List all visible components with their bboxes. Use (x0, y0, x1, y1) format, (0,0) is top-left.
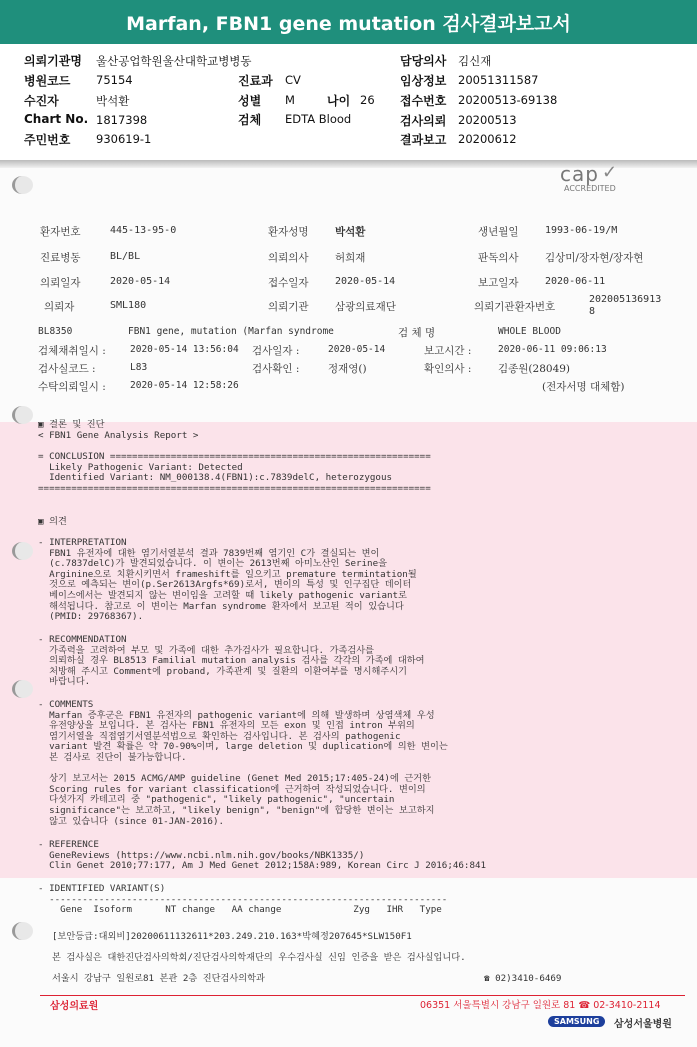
hdr-label-receipt-no: 접수번호 (400, 94, 447, 108)
patient-label-requester: 의뢰의사 (268, 252, 309, 264)
footer-address: 06351 서울특별시 강남구 일원로 81 ☎ 02-3410-2114 (420, 1000, 661, 1011)
test-label-lab-code: 검사실코드 : (38, 363, 96, 375)
punch-hole-icon (12, 406, 33, 424)
hdr-label-patient: 수진자 (24, 94, 59, 108)
patient-value-reader: 김상미/장자현/장자현 (545, 252, 644, 264)
hdr-label-institution: 의뢰기관명 (24, 54, 82, 68)
hdr-value-hospital-code: 75154 (96, 73, 133, 87)
patient-value-client: SML180 (110, 300, 147, 311)
patient-label-ward: 진료병동 (40, 252, 81, 264)
hdr-label-specimen: 검체 (238, 113, 262, 127)
hdr-label-report-date: 결과보고 (400, 133, 447, 147)
test-value-confirm: 정재영() (328, 363, 367, 375)
test-code: BL8350 (38, 326, 73, 337)
hdr-label-doctor: 담당의사 (400, 54, 447, 68)
punch-hole-icon (12, 680, 33, 698)
patient-label-reader: 판독의사 (478, 252, 519, 264)
hospital-name: 삼성서울병원 (614, 1019, 672, 1030)
request-header (0, 48, 697, 160)
hdr-label-request-date: 검사의뢰 (400, 114, 447, 128)
hdr-value-specimen: EDTA Blood (285, 112, 352, 126)
conclusion-block: = CONCLUSION ========================================================== Likely Pathogenic Variant: Detected Identified Variant: NM_000138.4(FBN1):c.7839delC, heterozygous ======================================================================= (38, 451, 431, 494)
section-conclusion-title: ▣ 결론 및 진단 (38, 419, 105, 430)
patient-label-institution: 의뢰기관 (268, 301, 309, 313)
patient-value-request-date: 2020-05-14 (110, 276, 171, 287)
test-value-lab-code: L83 (130, 362, 148, 373)
comments-block: - COMMENTS Marfan 증후군은 FBN1 유전자의 pathogenic variant에 의해 발생하며 상염색체 우성 유전양상을 보입니다. 본 검사는 FBN1 유전자의 모든 exon 및 인접 intron 부위의 염기서열을 직접염기서열분석법으로 확인하는 검사입니다. 본 검사의 pathogenic variant 발견 확률은 약 70-90%이며, large deletion 및 duplication에 의한 변이는 본 검사로 진단이 불가능합니다. 상기 보고서는 2015 ACMG/AMP guideline (Genet Med 2015;17:405-24)에 근거한 Scoring rules for variant classification에 근거하여 작성되었습니다. 변이의 다섯가지 카테고리 중 "pathogenic", "likely pathogenic", "uncertain significance"는 보고하고, "likely benign", "benign"에 합당한 변이는 보고하지 않고 있습니다 (since 01-JAN-2016). (38, 699, 448, 827)
punch-hole-icon (12, 176, 33, 194)
cap-accredited-logo (556, 162, 640, 194)
test-label-confirm: 검사확인 : (252, 363, 300, 375)
patient-label-name: 환자성명 (268, 226, 309, 238)
lab-phone: ☎ 02)3410-6469 (484, 973, 562, 984)
patient-value-birth: 1993-06-19/M (545, 225, 618, 236)
test-label-report-time: 보고시간 : (424, 345, 472, 357)
patient-value-requester: 허희재 (335, 252, 366, 264)
patient-value-name: 박석환 (335, 226, 366, 238)
patient-label-id: 환자번호 (40, 226, 81, 238)
reference-block: - REFERENCE GeneReviews (https://www.ncbi.nlm.nih.gov/books/NBK1335/) Clin Genet 2010;77:177, Am J Med Genet 2012;158A:989, Korean Circ J 2016;46:841 (38, 839, 487, 872)
patient-value-inst-patient-no-cont: 8 (589, 306, 596, 317)
report-title: Marfan, FBN1 gene mutation 검사결과보고서 (126, 12, 571, 35)
test-value-collect: 2020-05-14 13:56:04 (130, 344, 239, 355)
patient-value-institution: 삼광의료재단 (335, 301, 396, 313)
hdr-label-hospital-code: 병원코드 (24, 74, 71, 88)
patient-label-client: 의뢰자 (44, 301, 75, 313)
certification-note: 본 검사실은 대한진단검사의학회/진단검사의학재단의 우수검사실 신임 인증을 받은 검사실입니다. (52, 952, 466, 963)
hdr-value-sex: M (285, 93, 295, 107)
section-opinion-title: ▣ 의견 (38, 516, 67, 527)
patient-label-request-date: 의뢰일자 (40, 277, 81, 289)
patient-value-inst-patient-no: 202005136913 (589, 294, 662, 305)
patient-value-id: 445-13-95-0 (110, 225, 177, 236)
test-name: FBN1 gene, mutation (Marfan syndrome (128, 326, 334, 337)
test-label-accept: 수탁의뢰일시 : (38, 381, 106, 393)
test-label-collect: 검체채취일시 : (38, 345, 106, 357)
patient-label-report-date: 보고일자 (478, 277, 519, 289)
punch-hole-icon (12, 542, 33, 560)
test-value-accept: 2020-05-14 12:58:26 (130, 380, 239, 391)
interpretation-block: - INTERPRETATION FBN1 유전자에 대한 염기서열분석 결과 7839번째 염기인 C가 결실되는 변이 (c.7837delC)가 발견되었습니다. 이 변이는 2613번째 아미노산인 Serine을 Arginine으로 치환시키면서 frameshift를 일으키고 premature termintation될 것으로 예측되는 변이(p.Ser2613Argfs*69)로서, 변이의 특성 및 인구집단 데이터 베이스에서는 발견되지 않는 변이임을 고려할 때 likely pathogenic variant로 해석됩니다. 참고로 이 변이는 Marfan syndrome 환자에서 보고된 적이 있습니다 (PMID: 29768367). (38, 537, 417, 623)
samsung-logo: SAMSUNG (548, 1016, 605, 1027)
footer-divider (40, 995, 685, 996)
identified-variants-block: - IDENTIFIED VARIANT(S) ------------------------------------------------------------------------ Gene Isoform NT change AA change Zyg IHR Type (38, 883, 448, 916)
lab-address: 서울시 강남구 일원로81 본관 2층 진단검사의학과 (52, 973, 265, 984)
patient-label-birth: 생년월일 (478, 226, 519, 238)
security-stamp: [보안등급:대외비]20200611132611*203.249.210.163*박혜정207645*SLW150F1 (52, 931, 412, 942)
hdr-value-chart-no: 1817398 (96, 113, 148, 127)
cap-logo-text: cap (560, 162, 599, 186)
patient-label-inst-patient-no: 의뢰기관환자번호 (474, 301, 556, 313)
patient-value-receipt-date: 2020-05-14 (335, 276, 396, 287)
test-specimen-label: 검 체 명 (398, 327, 436, 339)
cap-check-icon: ✓ (602, 162, 618, 183)
cap-logo-sub: ACCREDITED (564, 184, 616, 193)
hdr-label-chart-no: Chart No. (24, 112, 89, 126)
hdr-value-receipt-no: 20200513-69138 (458, 93, 558, 107)
test-signature-note: (전자서명 대체함) (542, 381, 625, 393)
hdr-value-request-date: 20200513 (458, 113, 517, 127)
side-document-number (2, 828, 22, 968)
hdr-label-department: 진료과 (238, 74, 273, 88)
test-value-confirm-doctor: 김종원(28049) (498, 363, 571, 375)
hdr-value-resident-no: 930619-1 (96, 132, 152, 146)
hdr-label-age: 나이 (327, 94, 351, 108)
hdr-value-doctor: 김신재 (458, 54, 492, 68)
hdr-label-sex: 성별 (238, 94, 262, 108)
hdr-label-clinical-info: 임상정보 (400, 74, 447, 88)
patient-value-ward: BL/BL (110, 251, 141, 262)
test-value-test-date: 2020-05-14 (328, 344, 386, 355)
test-value-report-time: 2020-06-11 09:06:13 (498, 344, 607, 355)
patient-label-receipt-date: 접수일자 (268, 277, 309, 289)
hdr-value-institution: 울산공업학원울산대학교병병동 (96, 54, 252, 68)
recommendation-block: - RECOMMENDATION 가족력을 고려하여 부모 및 가족에 대한 추가검사가 필요합니다. 가족검사를 의뢰하실 경우 BL8513 Familial mutation analysis 검사를 각각의 가족에 대하여 처방해 주시고 Comment에 proband, 가족관계 및 질환의 이환여부를 명시해주시기 바랍니다. (38, 634, 425, 688)
section-conclusion-subtitle: < FBN1 Gene Analysis Report > (38, 430, 199, 441)
hdr-label-resident-no: 주민번호 (24, 133, 71, 147)
report-title-banner (0, 0, 697, 44)
hdr-value-report-date: 20200612 (458, 132, 517, 146)
hdr-value-patient: 박석환 (96, 94, 130, 108)
test-label-test-date: 검사일자 : (252, 345, 300, 357)
scanned-report (0, 162, 697, 1047)
test-specimen: WHOLE BLOOD (498, 326, 561, 337)
hdr-value-age: 26 (360, 93, 375, 107)
hdr-value-department: CV (285, 73, 301, 87)
footer-left-brand: 삼성의료원 (50, 1001, 99, 1012)
test-label-confirm-doctor: 확인의사 : (424, 363, 472, 375)
patient-value-report-date: 2020-06-11 (545, 276, 606, 287)
hdr-value-clinical-info: 20051311587 (458, 73, 539, 87)
